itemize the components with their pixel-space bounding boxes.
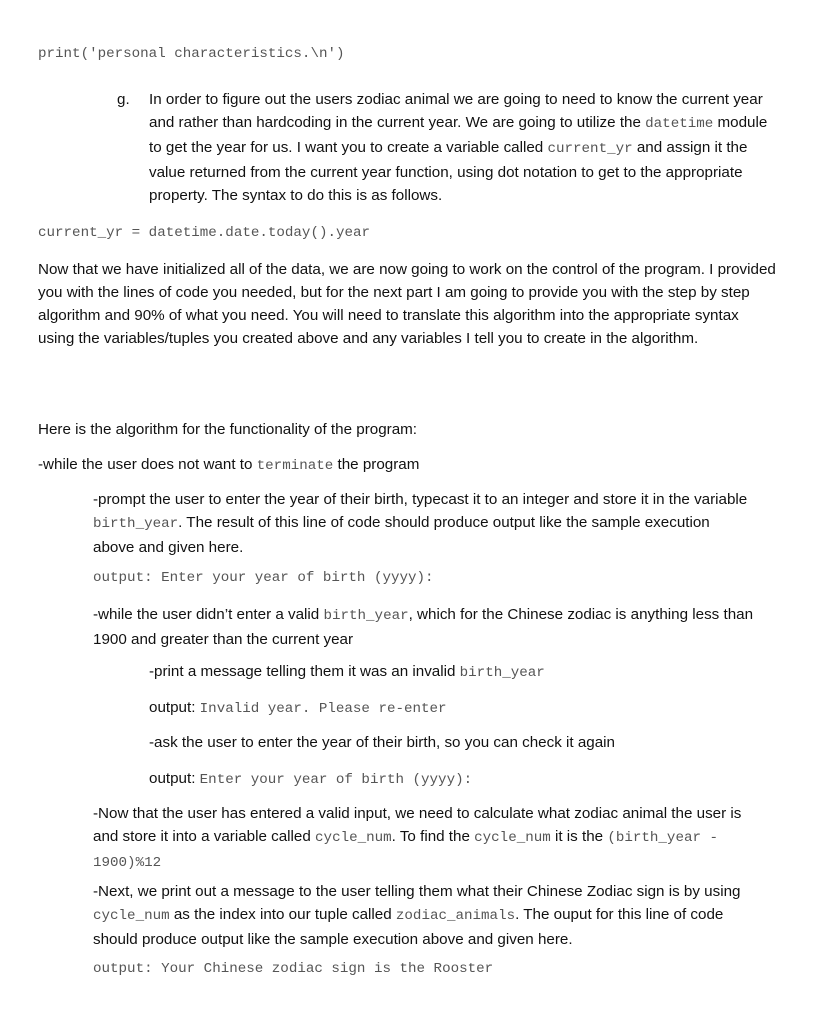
step-while-terminate: -while the user does not want to terminate the program <box>38 456 420 474</box>
inline-code-cycle-num-3: cycle_num <box>93 908 170 924</box>
output-enter-line-2: output: Enter your year of birth (yyyy): <box>149 770 473 788</box>
inline-code-datetime: datetime <box>645 116 714 132</box>
inline-code-current-yr: current_yr <box>547 141 633 157</box>
code-current-yr-line: current_yr = datetime.date.today().year <box>38 225 371 241</box>
step-print-invalid: -print a message telling them it was an invalid birth_year <box>149 663 545 681</box>
inline-code-cycle-num-2: cycle_num <box>474 830 551 846</box>
list-letter-g: g. <box>117 91 130 108</box>
paragraph-control: Now that we have initialized all of the data, we are now going to work on the control of the program. I provided you with the lines of code you needed, but for the next part I am going to provide you with the step by step algorithm and 90% of what you need. You will need to translate this algorithm into the appropriate syntax using the variables/tuples you created above and any variables I tell you to create in the algorithm. <box>38 261 776 347</box>
item-g-text: In order to figure out the users zodiac animal we are going to need to know the current year and rather than hardcoding in the current year. We are going to utilize the datetime module to get the year for us. I want you to create a variable called current_yr and assign it the value returned from the current year function, using dot notation to get to the appropriate property. The syntax to do this is as follows. <box>149 91 768 204</box>
inline-code-birth-year-2: birth_year <box>323 608 409 624</box>
step-ask-again: -ask the user to enter the year of their birth, so you can check it again <box>149 734 615 751</box>
inline-code-cycle-formula: (birth_year - 1900)%12 <box>93 830 719 871</box>
algorithm-intro: Here is the algorithm for the functionality of the program: <box>38 421 418 438</box>
step-print-sign: -Next, we print out a message to the user telling them what their Chinese Zodiac sign is by using cycle_num as the index into our tuple called zodiac_animals. The ouput for this line of code should produce output like the sample execution above and given here. <box>93 883 741 948</box>
inline-code-birth-year-3: birth_year <box>459 665 545 681</box>
output-enter-code-2: Enter your year of birth (yyyy): <box>199 772 473 788</box>
inline-code-terminate: terminate <box>256 458 334 474</box>
output-enter-birth: output: Enter your year of birth (yyyy): <box>93 570 434 586</box>
code-print-line: print('personal characteristics.\n') <box>38 46 345 62</box>
output-invalid-code: Invalid year. Please re-enter <box>199 701 447 717</box>
inline-code-zodiac-animals: zodiac_animals <box>395 908 516 924</box>
inline-code-cycle-num: cycle_num <box>315 830 392 846</box>
step-prompt-birth: -prompt the user to enter the year of their birth, typecast it to an integer and store it in the variable birth_year. The result of this line of code should produce output like the sample execution above and given here. <box>93 491 748 556</box>
step-calc-cycle: -Now that the user has entered a valid input, we need to calculate what zodiac animal the user is and store it into a variable called cycle_num. To find the cycle_num it is the (birth_year - 1900)%12 <box>93 805 742 871</box>
output-zodiac-sign: output: Your Chinese zodiac sign is the Rooster <box>93 961 494 977</box>
output-invalid-line: output: Invalid year. Please re-enter <box>149 699 447 717</box>
inline-code-birth-year: birth_year <box>93 516 179 532</box>
step-while-invalid: -while the user didn’t enter a valid birth_year, which for the Chinese zodiac is anything less than 1900 and greater than the current year <box>93 606 754 648</box>
